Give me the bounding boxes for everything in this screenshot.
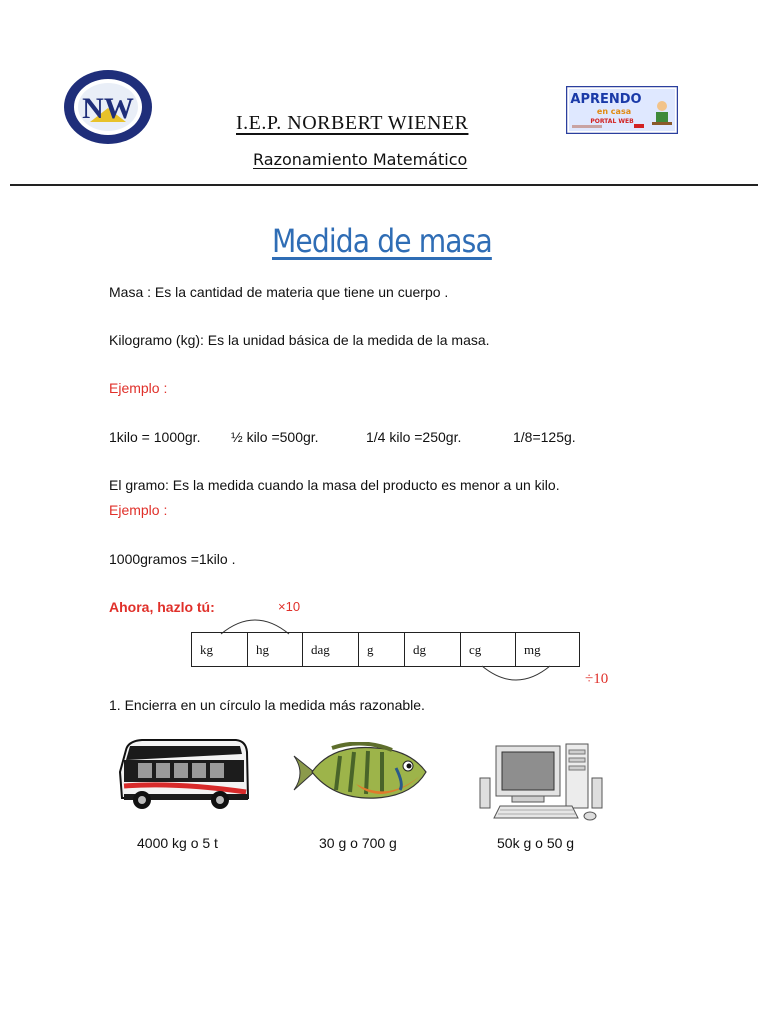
example-conversion: 1000gramos =1kilo .	[109, 551, 236, 567]
unit-cell: cg	[461, 633, 516, 667]
header-divider	[10, 184, 758, 186]
aprendo-en-casa-badge	[566, 86, 678, 134]
unit-cell: hg	[248, 633, 303, 667]
fish-icon	[292, 742, 430, 808]
svg-text:PORTAL WEB: PORTAL WEB	[590, 118, 634, 125]
exercise-heading: Ahora, hazlo tú:	[109, 599, 215, 615]
equivalence-item: 1kilo = 1000gr.	[109, 429, 201, 445]
definition-gramo: El gramo: Es la medida cuando la masa del producto es menor a un kilo.	[109, 477, 560, 493]
equivalence-item: 1/4 kilo =250gr.	[366, 429, 462, 445]
exercise-question: 1. Encierra en un círculo la medida más razonable.	[109, 697, 425, 713]
equivalence-item: ½ kilo =500gr.	[231, 429, 319, 445]
multiply-label: ×10	[278, 599, 301, 614]
definition-kilogramo: Kilogramo (kg): Es la unidad básica de la medida de la masa.	[109, 332, 490, 348]
unit-cell: g	[359, 633, 405, 667]
svg-text:en casa: en casa	[596, 107, 632, 116]
unit-conversion-table	[191, 632, 580, 667]
divide-label: ÷10	[585, 671, 609, 687]
page-title: Medida de masa	[272, 222, 492, 260]
svg-text:APRENDO: APRENDO	[570, 92, 642, 107]
svg-text:NW: NW	[82, 92, 134, 125]
unit-cell: dg	[405, 633, 461, 667]
subject-title: Razonamiento Matemático	[253, 150, 468, 169]
bus-icon	[116, 738, 252, 812]
bus-caption: 4000 kg o 5 t	[137, 835, 218, 851]
fish-caption: 30 g o 700 g	[319, 835, 397, 851]
unit-cell: kg	[192, 633, 248, 667]
computer-caption: 50k g o 50 g	[497, 835, 575, 851]
definition-masa: Masa : Es la cantidad de materia que tiene un cuerpo .	[109, 284, 449, 300]
example-label: Ejemplo :	[109, 380, 168, 396]
divide-arc	[476, 664, 556, 688]
unit-cell: mg	[516, 633, 580, 667]
school-seal-logo	[62, 68, 154, 146]
equivalence-item: 1/8=125g.	[513, 429, 576, 445]
computer-icon	[478, 742, 604, 824]
unit-cell: dag	[303, 633, 359, 667]
school-name: I.E.P. NORBERT WIENER	[236, 112, 469, 134]
example-label: Ejemplo :	[109, 502, 168, 518]
